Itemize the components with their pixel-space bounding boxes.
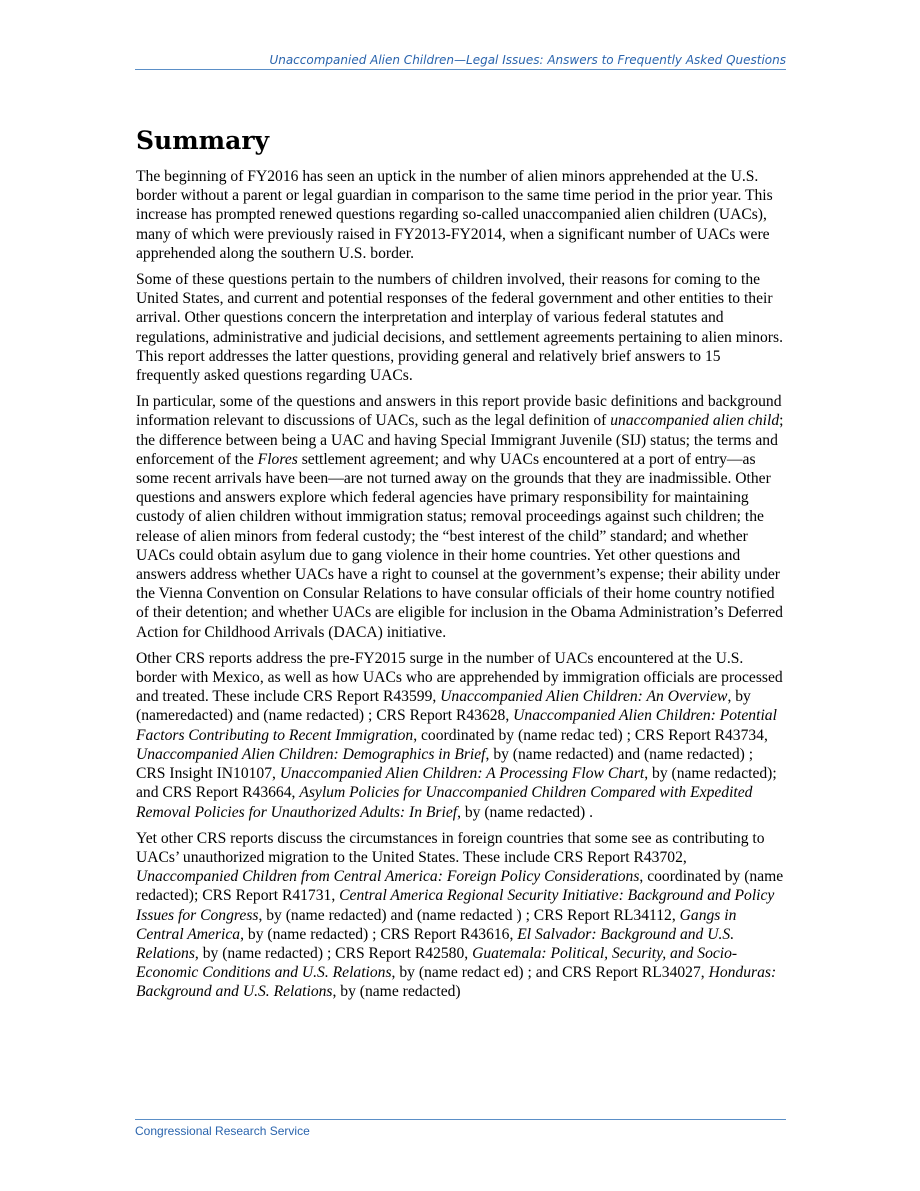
report-title: Asylum Policies for Unaccompanied Children Compared with Expedited Removal Policies for Unauthorized Adults: In Brief <box>136 784 753 821</box>
paragraph-4 <box>136 649 786 822</box>
text-span: ; the difference between being a UAC and having Special Immigrant Juvenile (SIJ) status; the terms and enforcement of the <box>136 412 784 468</box>
paragraph-2: Some of these questions pertain to the numbers of children involved, their reasons for coming to the United States, and current and potential responses of the federal government and other entities to their arrival. Other questions concern the interpretation and interplay of various federal statutes and regulations, administrative and judicial decisions, and settlement agreements pertaining to alien minors. This report addresses the latter questions, providing general and relatively brief answers to 15 frequently asked questions regarding UACs. <box>136 271 783 385</box>
text-span: , by (name redacted) and (name redacted) ; CRS Insight IN10107, <box>136 745 754 783</box>
text-span: , by (nameredacted) and (name redacted) ; CRS Report R43628, <box>136 688 751 725</box>
italic-term: Flores <box>257 450 298 468</box>
report-title: Unaccompanied Alien Children: Potential Factors Contributing to Recent Immigration <box>136 707 777 744</box>
report-title: Guatemala: Political, Security, and Socio-Economic Conditions and U.S. Relations <box>136 944 738 982</box>
report-title: Unaccompanied Alien Children: Demographics in Brief <box>136 745 486 763</box>
text-span: , by (name redacted) and (name redacted ) ; CRS Report RL34112, <box>258 906 680 924</box>
paragraph-3 <box>136 392 786 642</box>
running-header: Unaccompanied Alien Children—Legal Issues: Answers to Frequently Asked Questions <box>135 52 786 70</box>
text-span: , by (name redacted) . <box>457 803 594 821</box>
report-title: Unaccompanied Children from Central America: Foreign Policy Considerations <box>136 868 640 886</box>
text-span: , by (name redacted) ; CRS Report R42580, <box>194 944 473 962</box>
report-title: Unaccompanied Alien Children: An Overview <box>440 688 728 706</box>
italic-term: unaccompanied alien child <box>610 412 780 430</box>
text-span: , by (name redacted) ; CRS Report R43616, <box>240 925 518 943</box>
text-span: In particular, some of the questions and answers in this report provide basic definitions and background information relevant to discussions of UACs, such as the legal definition of <box>136 393 782 430</box>
report-title: Honduras: Background and U.S. Relations <box>136 964 777 1001</box>
paragraph-5 <box>136 829 786 1002</box>
text-span: , by (name redacted) <box>332 983 461 1001</box>
text-span: Yet other CRS reports discuss the circumstances in foreign countries that some see as contributing to UACs’ unauthorized migration to the United States. These include CRS Report R43702, <box>136 829 765 866</box>
text-span: Other CRS reports address the pre-FY2015 surge in the number of UACs encountered at the U.S. border with Mexico, as well as how UACs who are apprehended by immigration officials are processed and treated. These include CRS Report R43599, <box>136 649 783 706</box>
report-title: El Salvador: Background and U.S. Relations <box>136 925 735 962</box>
text-span: , by (name redact ed) ; and CRS Report RL34027, <box>391 964 709 982</box>
paragraph-1: The beginning of FY2016 has seen an uptick in the number of alien minors apprehended at the U.S. border without a parent or legal guardian in comparison to the same time period in the prior year. This increase has prompted renewed questions regarding so-called unaccompanied alien children (UACs), many of which were previously raised in FY2013-FY2014, when a significant number of UACs were apprehended along the southern U.S. border. <box>136 168 773 262</box>
page-footer: Congressional Research Service <box>135 1119 786 1138</box>
text-span: , by (name redacted); and CRS Report R43664, <box>136 765 777 802</box>
report-title: Unaccompanied Alien Children: A Processing Flow Chart <box>279 765 645 783</box>
text-span: settlement agreement; and why UACs encountered at a port of entry—as some recent arrivals have been—are not turned away on the grounds that they are inadmissible. Other questions and answers explore which federal agencies have primary responsibility for maintaining custody of alien children without immigration status; removal proceedings against such children; the release of alien minors from federal custody; the “best interest of the child” standard; and whether UACs could obtain asylum due to gang violence in their home countries. Yet other questions and answers address whether UACs have a right to counsel at the government’s expense; their ability under the Vienna Convention on Consular Relations to have consular officials of their home country notified of their detention; and whether UACs are eligible for inclusion in the Obama Administration’s Deferred Action for Childhood Arrivals (DACA) initiative. <box>136 450 783 641</box>
text-span: , coordinated by (name redacted); CRS Report R41731, <box>136 868 784 905</box>
report-title: Central America Regional Security Initiative: Background and Policy Issues for Congress <box>136 887 775 924</box>
summary-section <box>136 123 786 1009</box>
text-span: , coordinated by (name redac ted) ; CRS Report R43734, <box>413 726 768 744</box>
page-title: Summary <box>136 126 270 155</box>
report-title: Gangs in Central America <box>136 906 737 943</box>
